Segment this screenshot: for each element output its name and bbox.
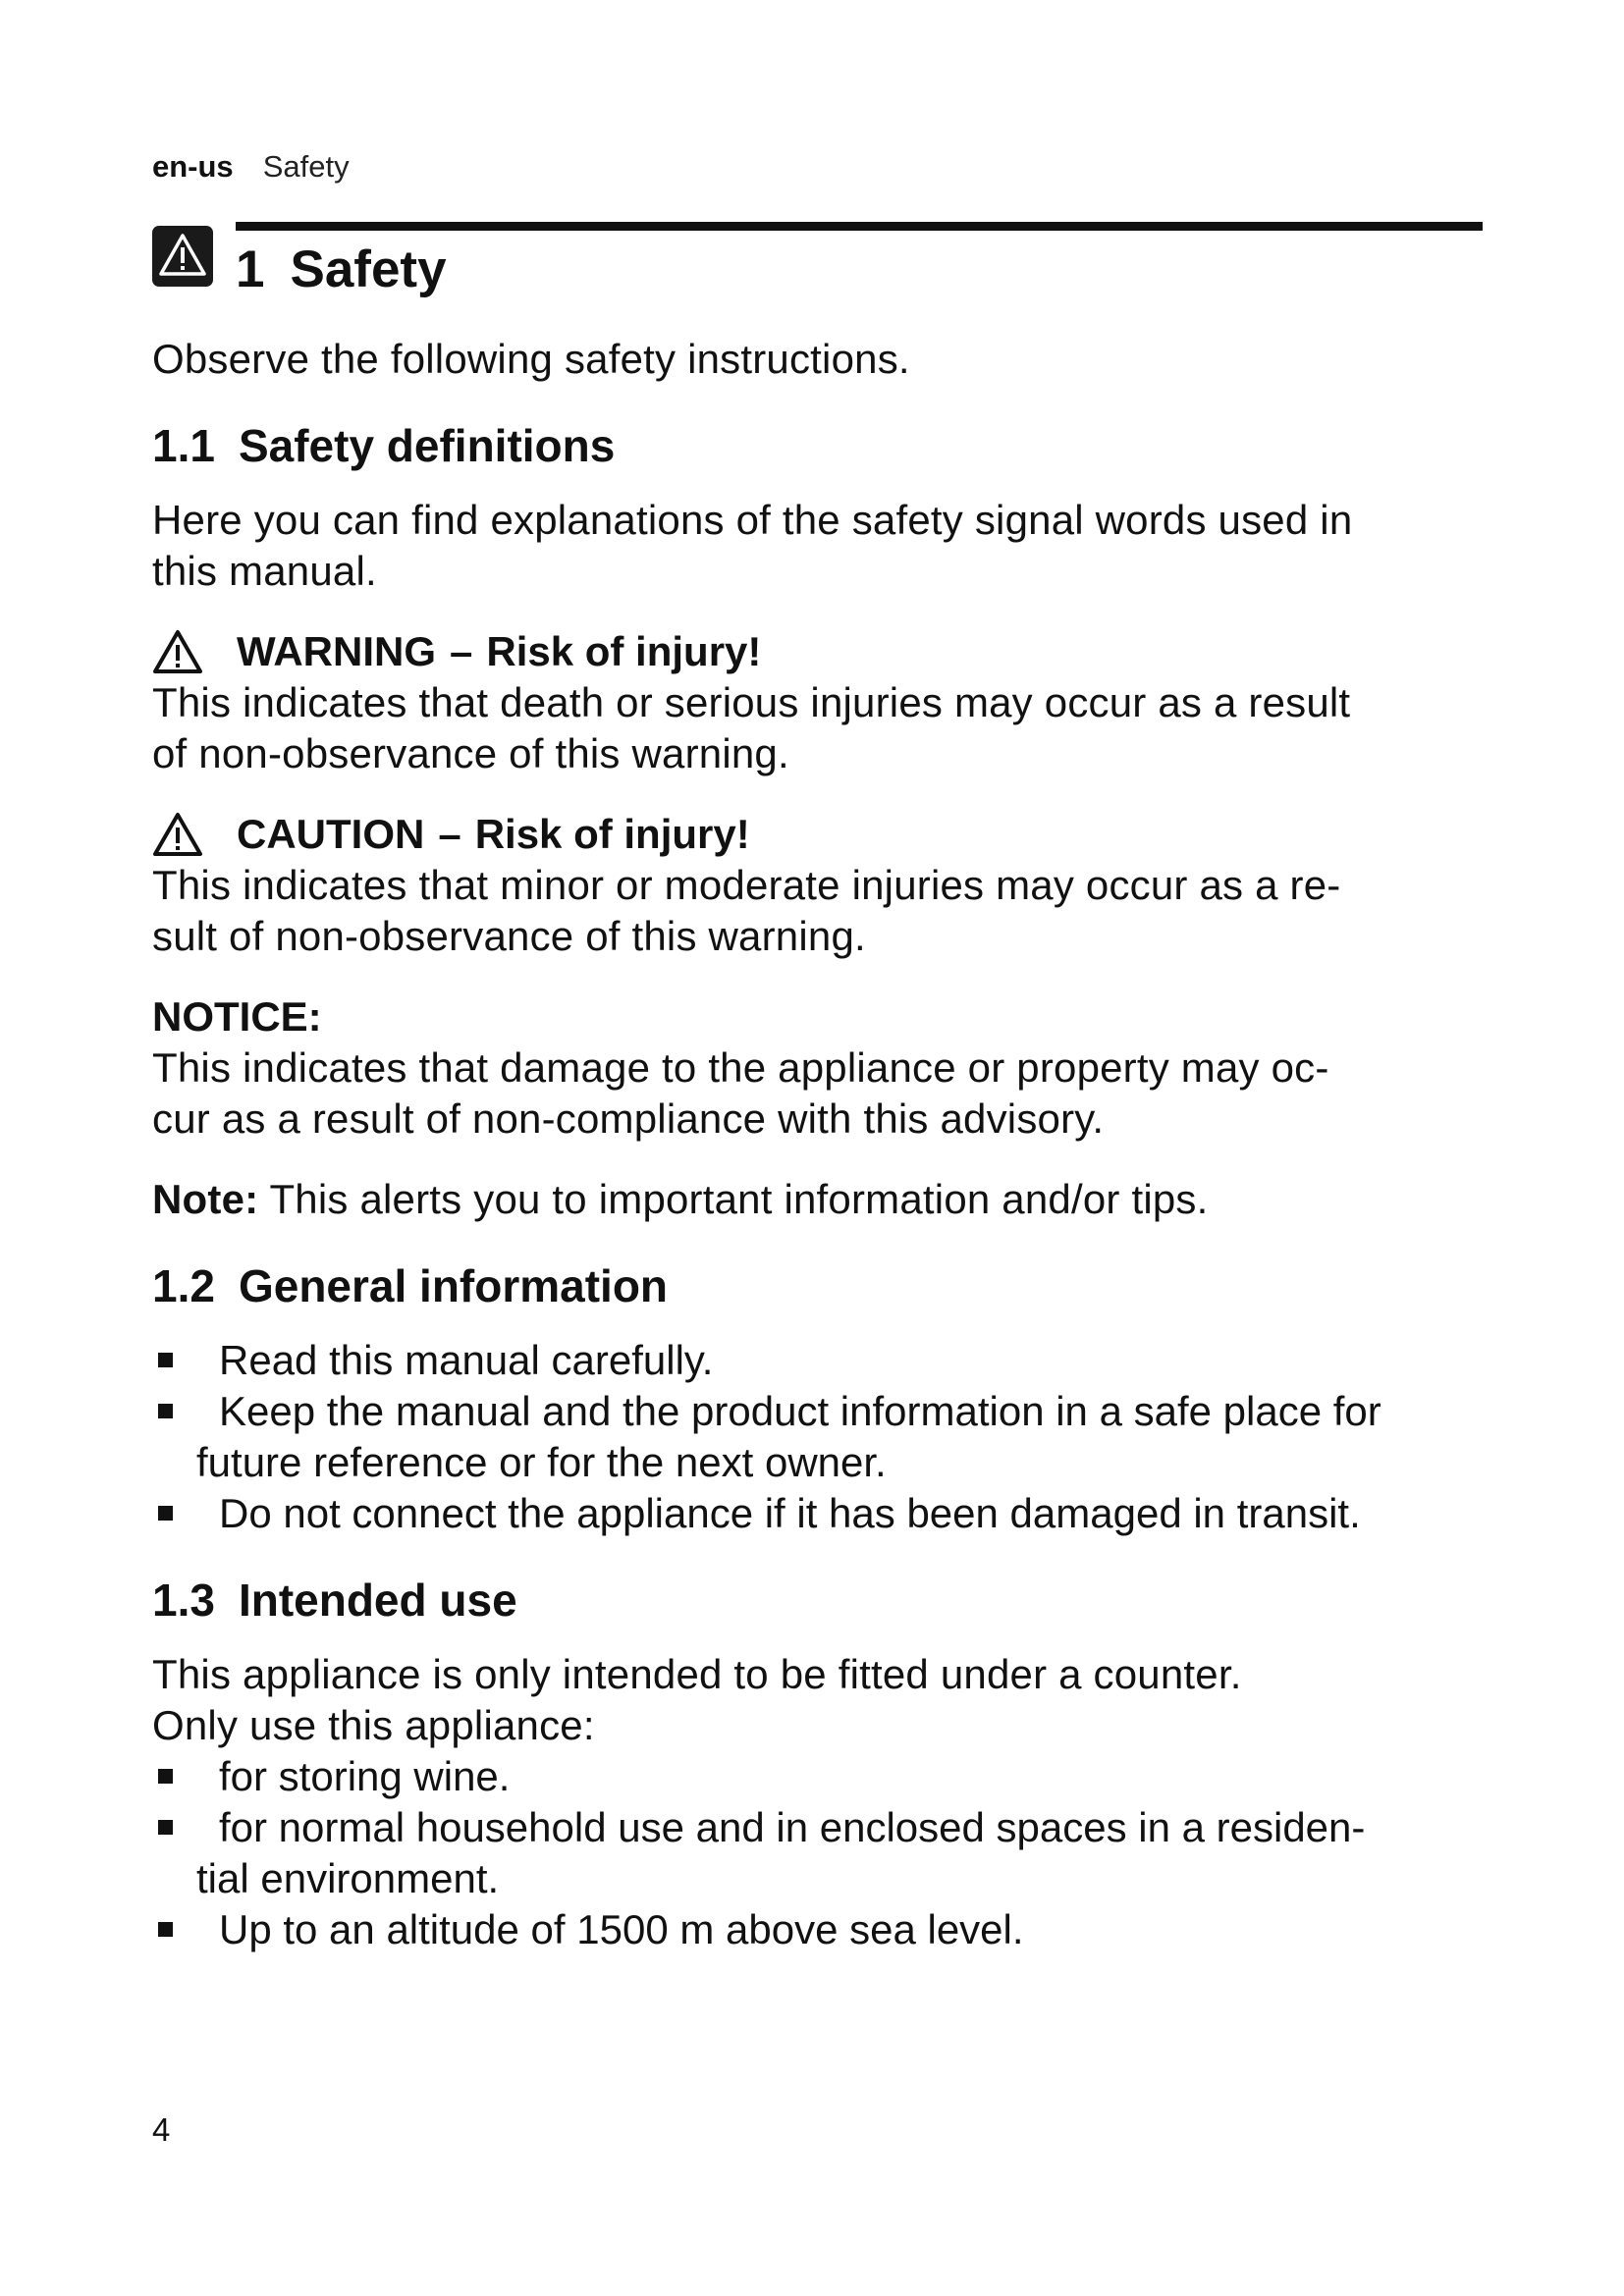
page-number: 4 bbox=[152, 2111, 171, 2148]
list-item: Do not connect the appliance if it has been damaged in transit. bbox=[152, 1488, 1507, 1539]
chapter-number: 1 bbox=[236, 240, 265, 298]
square-bullet-icon bbox=[158, 1922, 173, 1937]
chapter-title-text: Safety bbox=[290, 240, 447, 298]
square-bullet-icon bbox=[158, 1353, 173, 1367]
definitions-text-line: this manual. bbox=[152, 548, 377, 594]
general-info-list bbox=[152, 1335, 1507, 1539]
definitions-text-line: Here you can find explanations of the safety signal words used in bbox=[152, 497, 1353, 543]
caution-text-line: sult of non-observance of this warning. bbox=[152, 913, 866, 959]
square-bullet-icon bbox=[158, 1404, 173, 1418]
caution-risk: Risk of injury! bbox=[474, 811, 750, 857]
caution-heading bbox=[152, 809, 1507, 860]
notice-heading: NOTICE: bbox=[152, 993, 322, 1040]
warning-text-line: of non-observance of this warning. bbox=[152, 730, 789, 776]
warning-risk: Risk of injury! bbox=[486, 628, 762, 674]
list-item: Read this manual carefully. bbox=[152, 1335, 1507, 1386]
list-item: Keep the manual and the product information in a safe place for future reference or for the next owner. bbox=[152, 1386, 1507, 1488]
list-item: for normal household use and in enclosed spaces in a residen- tial environment. bbox=[152, 1802, 1507, 1904]
square-bullet-icon bbox=[158, 1820, 173, 1835]
section-heading-1-1 bbox=[152, 418, 1507, 473]
note-label: Note: bbox=[152, 1176, 259, 1222]
content-column bbox=[152, 334, 1507, 1955]
intro-text: Observe the following safety instructions. bbox=[152, 336, 910, 382]
section-title: General information bbox=[238, 1260, 669, 1311]
section-title: Safety definitions bbox=[238, 420, 616, 471]
warning-text-line: This indicates that death or serious injuries may occur as a result bbox=[152, 679, 1351, 725]
notice-text-line: cur as a result of non-compliance with this advisory. bbox=[152, 1095, 1105, 1142]
section-number: 1.1 bbox=[152, 420, 215, 471]
warning-triangle-icon bbox=[152, 226, 213, 287]
warning-signal-word: WARNING bbox=[237, 628, 436, 674]
notice-text-line: This indicates that damage to the appliance or property may oc- bbox=[152, 1044, 1329, 1091]
chapter-title bbox=[236, 238, 447, 302]
dash: – bbox=[438, 811, 461, 857]
intended-use-text-line: Only use this appliance: bbox=[152, 1702, 595, 1748]
section-title: Intended use bbox=[238, 1575, 517, 1626]
running-section-title: Safety bbox=[262, 149, 350, 184]
section-number: 1.2 bbox=[152, 1260, 215, 1311]
caution-text-line: This indicates that minor or moderate injuries may occur as a re- bbox=[152, 862, 1341, 908]
note-paragraph bbox=[152, 1174, 1507, 1225]
list-item: for storing wine. bbox=[152, 1751, 1507, 1802]
caution-signal-word: CAUTION bbox=[237, 811, 425, 857]
intended-use-text-line: This appliance is only intended to be fitted under a counter. bbox=[152, 1651, 1242, 1697]
section-heading-1-2 bbox=[152, 1258, 1507, 1313]
square-bullet-icon bbox=[158, 1506, 173, 1521]
note-text: This alerts you to important information and/or tips. bbox=[269, 1176, 1209, 1222]
language-code: en-us bbox=[152, 149, 234, 184]
intended-use-list bbox=[152, 1751, 1507, 1955]
running-header bbox=[152, 149, 350, 185]
section-number: 1.3 bbox=[152, 1575, 215, 1626]
section-heading-1-3 bbox=[152, 1573, 1507, 1628]
warning-triangle-icon bbox=[152, 812, 203, 857]
chapter-rule bbox=[236, 222, 1483, 231]
warning-heading bbox=[152, 626, 1507, 677]
list-item: Up to an altitude of 1500 m above sea level. bbox=[152, 1904, 1507, 1955]
dash: – bbox=[450, 628, 473, 674]
warning-triangle-icon bbox=[152, 629, 203, 674]
square-bullet-icon bbox=[158, 1769, 173, 1784]
